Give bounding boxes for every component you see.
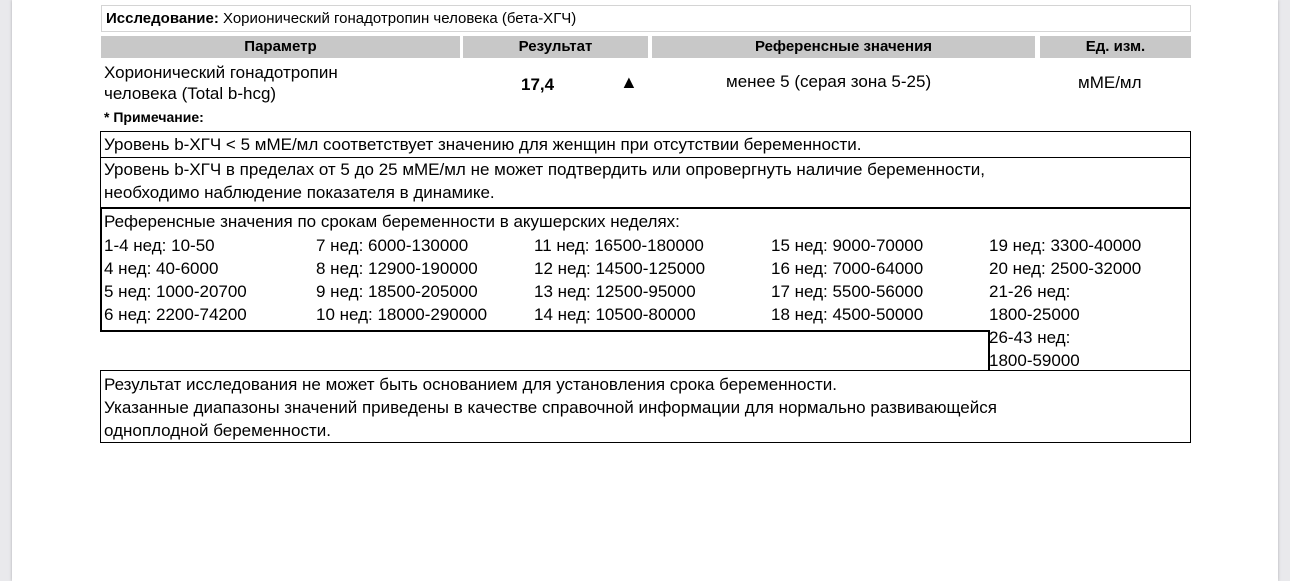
gestation-col-2 — [316, 234, 487, 326]
disclaimer-line1: Результат исследования не может быть основанием для установления срока беременности. — [104, 375, 837, 394]
gestation-entry: 26-43 нед: — [989, 328, 1071, 347]
gestation-entry: 9 нед: 18500-205000 — [316, 282, 478, 301]
gestation-entry: 14 нед: 10500-80000 — [534, 305, 696, 324]
report-page — [12, 0, 1278, 581]
result-value: 17,4 — [521, 75, 555, 94]
disclaimer-line2: Указанные диапазоны значений приведены в качестве справочной информации для нормально развивающейся — [104, 398, 997, 417]
param-name-line1: Хорионический гонадотропин — [104, 63, 338, 82]
note-box-1 — [100, 131, 1191, 158]
note-label: * Примечание: — [104, 109, 204, 125]
header-result: Результат — [463, 36, 648, 58]
param-name — [104, 62, 338, 104]
disclaimer-box — [100, 370, 1191, 443]
gestation-entry: 10 нед: 18000-290000 — [316, 305, 488, 324]
gestation-entry: 11 нед: 16500-180000 — [534, 236, 704, 255]
gestation-entry: 1-4 нед: 10-50 — [104, 236, 215, 255]
unit-value: мМЕ/мл — [1078, 73, 1142, 92]
header-unit: Ед. изм. — [1040, 36, 1191, 58]
study-label: Исследование: — [106, 10, 219, 27]
reference-value: менее 5 (серая зона 5-25) — [726, 72, 932, 91]
study-name: Хорионический гонадотропин человека (бета-ХГЧ) — [222, 10, 577, 27]
gestation-entry: 17 нед: 5500-56000 — [771, 282, 924, 301]
param-name-line2: человека (Total b-hcg) — [104, 84, 277, 103]
disclaimer-line3: одноплодной беременности. — [104, 421, 332, 440]
note-line2a: Уровень b-ХГЧ в пределах от 5 до 25 мМЕ/мл не может подтвердить или опровергнуть наличие беременности, — [104, 160, 985, 179]
header-param: Параметр — [101, 36, 460, 58]
gestation-entry: 19 нед: 3300-40000 — [989, 236, 1142, 255]
gestation-entry: 16 нед: 7000-64000 — [771, 259, 924, 278]
gestation-title: Референсные значения по срокам беременности в акушерских неделях: — [104, 212, 680, 231]
note-box-2 — [100, 156, 1191, 209]
gestation-col-4 — [771, 234, 923, 326]
gestation-entry: 18 нед: 4500-50000 — [771, 305, 924, 324]
elevated-flag-icon: ▲ — [620, 72, 638, 92]
gestation-entry: 8 нед: 12900-190000 — [316, 259, 478, 278]
gestation-entry: 5 нед: 1000-20700 — [104, 282, 247, 301]
gestation-col-5 — [989, 234, 1141, 372]
study-header — [101, 5, 1191, 32]
gestation-col-3 — [534, 234, 705, 326]
gestation-col-1 — [104, 234, 247, 326]
gestation-entry: 7 нед: 6000-130000 — [316, 236, 469, 255]
note-line2b: необходимо наблюдение показателя в динамике. — [104, 183, 495, 202]
gestation-entry: 21-26 нед: — [989, 282, 1071, 301]
gestation-entry: 15 нед: 9000-70000 — [771, 236, 924, 255]
gestation-entry: 13 нед: 12500-95000 — [534, 282, 696, 301]
gestation-entry: 12 нед: 14500-125000 — [534, 259, 706, 278]
gestation-reference-block — [100, 207, 1191, 371]
gestation-entry: 20 нед: 2500-32000 — [989, 259, 1142, 278]
header-reference: Референсные значения — [652, 36, 1035, 58]
gestation-entry: 6 нед: 2200-74200 — [104, 305, 247, 324]
note-line1: Уровень b-ХГЧ < 5 мМЕ/мл соответствует значению для женщин при отсутствии беременности. — [104, 135, 862, 154]
gestation-entry: 1800-25000 — [989, 305, 1080, 324]
gestation-entry: 4 нед: 40-6000 — [104, 259, 219, 278]
gestation-entry: 1800-59000 — [989, 351, 1080, 370]
